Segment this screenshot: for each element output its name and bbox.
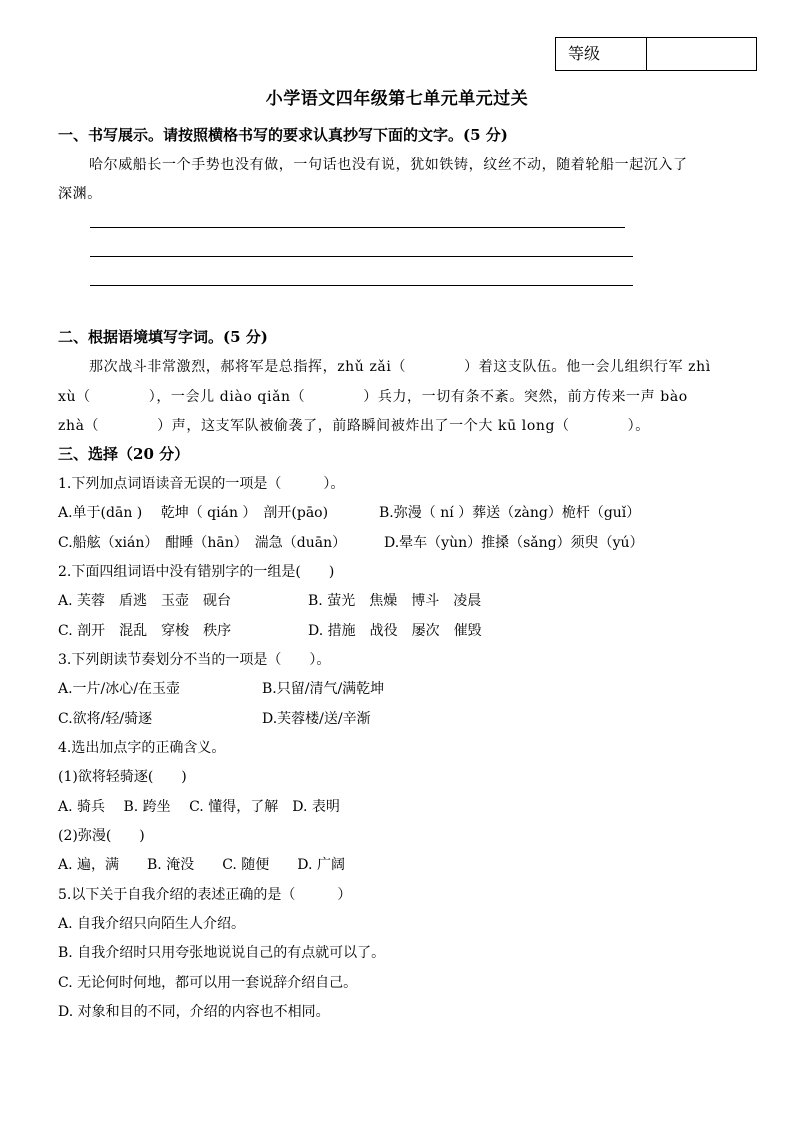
question-4: 4.选出加点字的正确含义。 <box>58 740 226 756</box>
question-5: 5.以下关于自我介绍的表述正确的是（ ） <box>58 887 352 903</box>
section2-line3 <box>58 415 650 435</box>
section2-text-1a: 那次战斗非常激烈，郝将军是总指挥，zhǔ zǎi（ <box>89 359 407 375</box>
q5-option-d[interactable]: D. 对象和目的不同，介绍的内容也不相同。 <box>58 1004 330 1020</box>
section2-text-2c: ）兵力，一切有条不紊。突然，前方传来一声 bào <box>363 389 688 405</box>
q4-1-options[interactable]: A. 骑兵 B. 跨坐 C. 懂得，了解 D. 表明 <box>58 799 340 815</box>
question-4-1: (1)欲将轻骑逐( ) <box>58 769 187 785</box>
section2-text-2b: ），一会儿 diào qiǎn（ <box>148 389 306 405</box>
q2-option-d[interactable]: D. 措施 战役 屡次 催毁 <box>308 623 482 639</box>
section2-heading: 二、根据语境填写字词。(5 分) <box>58 328 268 346</box>
writing-line-3[interactable] <box>90 285 633 286</box>
grade-box <box>555 37 757 71</box>
section2-line1 <box>89 356 711 376</box>
section1-heading: 一、书写展示。请按照横格书写的要求认真抄写下面的文字。(5 分) <box>58 126 508 144</box>
writing-line-1[interactable] <box>90 227 625 228</box>
section2-line2 <box>58 386 688 406</box>
q5-option-a[interactable]: A. 自我介绍只向陌生人介绍。 <box>58 916 246 932</box>
section2-text-2a: xù（ <box>58 389 91 405</box>
q5-option-c[interactable]: C. 无论何时何地，都可以用一套说辞介绍自己。 <box>58 975 358 991</box>
page-title: 小学语文四年级第七单元单元过关 <box>265 89 529 109</box>
q3-option-d[interactable]: D.芙蓉楼/送/辛渐 <box>262 711 371 727</box>
q2-option-c[interactable]: C. 剖开 混乱 穿梭 秩序 <box>58 623 232 639</box>
q2-option-b[interactable]: B. 萤光 焦燥 博斗 凌晨 <box>308 593 482 609</box>
q1-option-b[interactable]: B.弥漫（ ní ）葬送（zàng）桅杆（guǐ） <box>379 505 641 521</box>
section2-text-1b: ）着这支队伍。他一会儿组织行军 zhì <box>464 359 711 375</box>
q1-option-c[interactable]: C.船舷（xián） 酣睡（hān） 湍急（duān） <box>58 535 347 551</box>
section1-text-line2: 深渊。 <box>58 186 102 202</box>
question-2: 2.下面四组词语中没有错别字的一组是( ) <box>58 564 335 580</box>
grade-value-field[interactable] <box>647 38 756 70</box>
q1-option-a[interactable]: A.单于(dān ) 乾坤（ qián ） 剖开(pāo) <box>58 505 329 521</box>
q2-option-a[interactable]: A. 芙蓉 盾逃 玉壶 砚台 <box>58 593 232 609</box>
question-3: 3.下列朗读节奏划分不当的一项是（ ）。 <box>58 652 331 668</box>
question-4-2: (2)弥漫( ) <box>58 828 145 844</box>
grade-label: 等级 <box>556 38 647 70</box>
q1-option-d[interactable]: D.晕车（yùn）推搡（sǎng）须臾（yú） <box>384 535 644 551</box>
question-1: 1.下列加点词语读音无误的一项是（ ）。 <box>58 476 345 492</box>
section3-heading: 三、选择（20 分） <box>58 445 190 463</box>
q4-2-options[interactable]: A. 遍，满 B. 淹没 C. 随便 D. 广阔 <box>58 857 345 873</box>
q3-option-c[interactable]: C.欲将/轻/骑逐 <box>58 711 153 727</box>
section2-text-3b: ）声，这支军队被偷袭了，前路瞬间被炸出了一个大 kū long（ <box>157 418 570 434</box>
q5-option-b[interactable]: B. 自我介绍时只用夸张地说说自己的有点就可以了。 <box>58 945 386 961</box>
section1-text-line1: 哈尔威船长一个手势也没有做，一句话也没有说，犹如铁铸，纹丝不动，随着轮船一起沉入了 <box>89 157 688 173</box>
q3-option-a[interactable]: A.一片/冰心/在玉壶 <box>58 681 180 697</box>
section2-text-3c: ）。 <box>627 418 650 434</box>
q3-option-b[interactable]: B.只留/清气/满乾坤 <box>262 681 385 697</box>
writing-line-2[interactable] <box>90 256 633 257</box>
section2-text-3a: zhà（ <box>58 418 100 434</box>
